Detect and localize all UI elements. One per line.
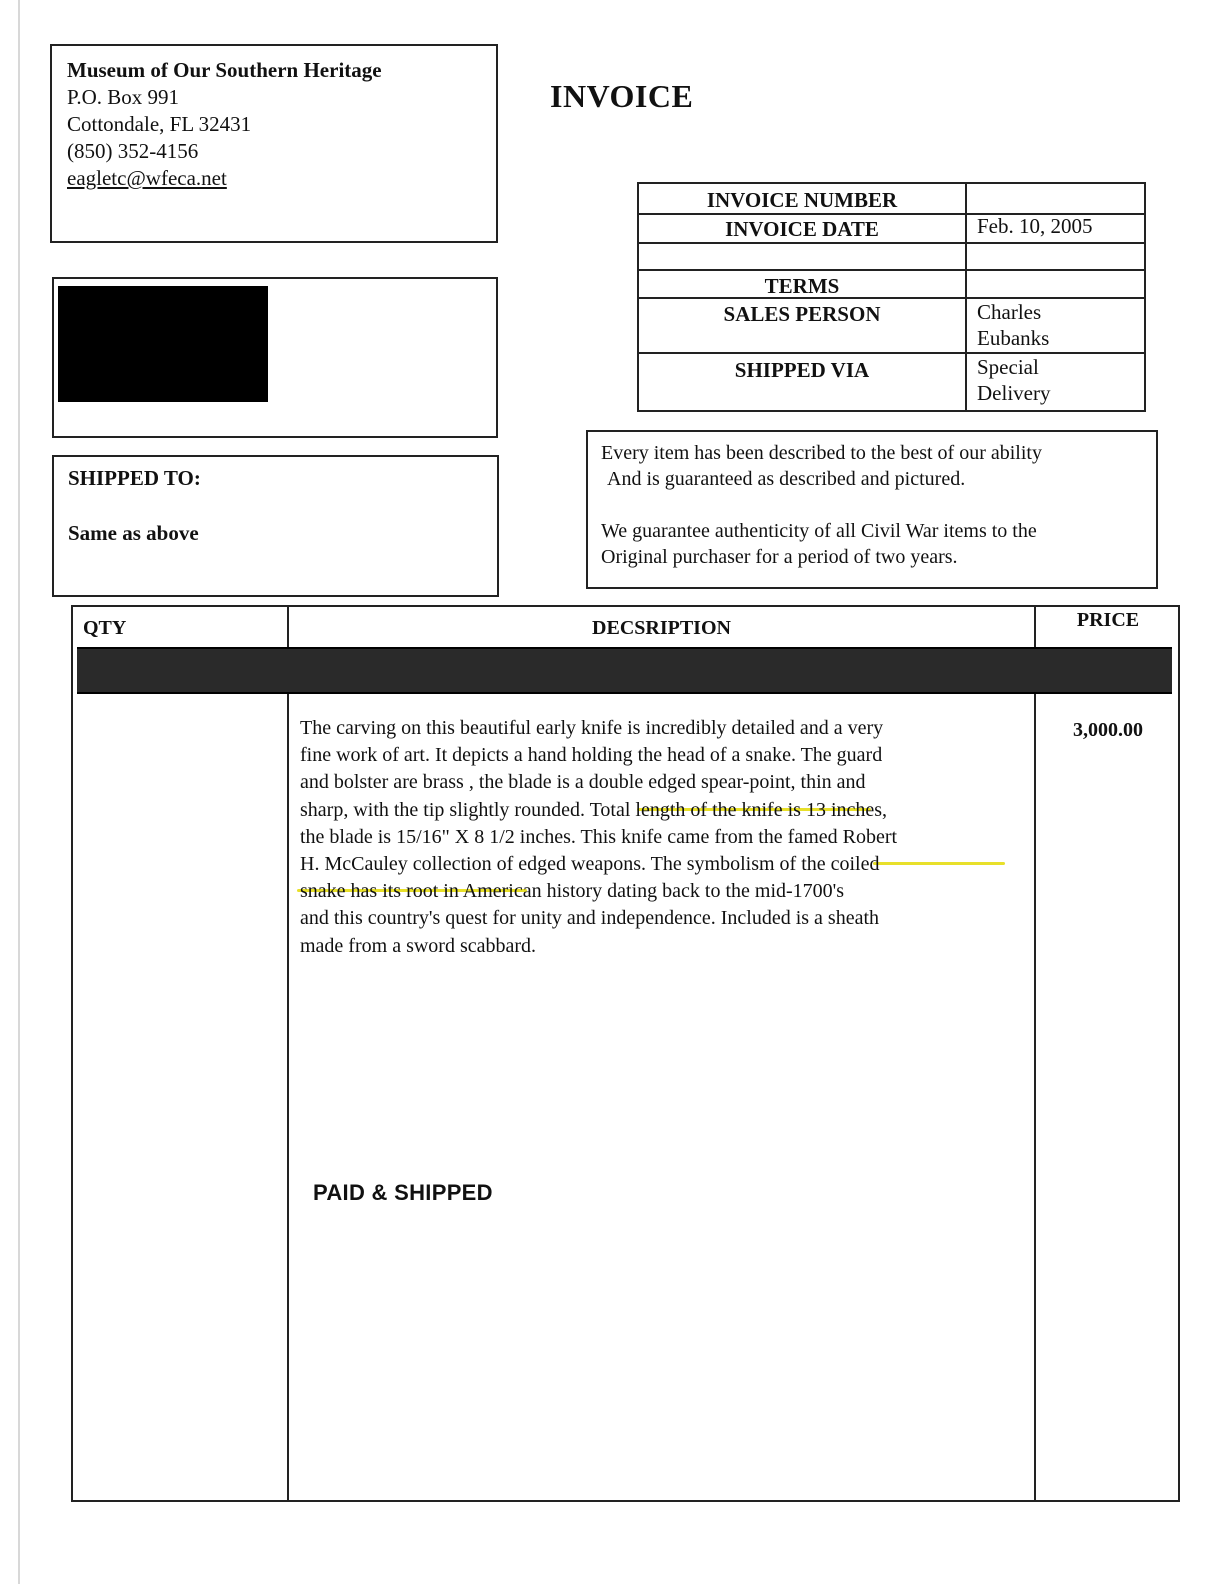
- description-line: The carving on this beautiful early knife is incredibly detailed and a very: [300, 717, 884, 739]
- guarantee-line-2: And is guaranteed as described and pictured.: [607, 468, 966, 490]
- shipped-to-value: Same as above: [68, 521, 199, 545]
- description-line: sharp, with the tip slightly rounded. Total length of the knife is 13 inches,: [300, 798, 888, 821]
- description-header: DECSRIPTION: [592, 617, 731, 639]
- description-line: H. McCauley collection of edged weapons. The symbolism of the coiled: [300, 853, 880, 876]
- sender-po-box: P.O. Box 991: [67, 85, 180, 109]
- shipped-via-label: SHIPPED VIA: [734, 358, 870, 382]
- sender-phone: (850) 352-4156: [67, 139, 199, 163]
- description-line: fine work of art. It depicts a hand holding the head of a snake. The guard: [300, 744, 883, 767]
- info-row-divider: [639, 269, 1144, 271]
- shipped-via-value-line2: Delivery: [977, 381, 1051, 405]
- sender-organization: Museum of Our Southern Heritage: [67, 58, 382, 82]
- sender-address-box: [50, 44, 498, 243]
- line-items-table: [71, 605, 1180, 1502]
- paid-shipped-stamp: PAID & SHIPPED: [313, 1180, 493, 1205]
- sales-person-value-line2: Eubanks: [977, 326, 1050, 350]
- invoice-number-label: INVOICE NUMBER: [706, 188, 898, 212]
- shipped-to-box: [52, 455, 499, 597]
- guarantee-box: [586, 430, 1158, 589]
- description-line: snake has its root in American history dating back to the mid-1700's: [300, 880, 845, 903]
- info-row-divider: [639, 242, 1144, 244]
- qty-column-divider: [287, 607, 289, 1500]
- description-line: the blade is 15/16" X 8 1/2 inches. This knife came from the famed Robert: [300, 825, 898, 848]
- qty-header: QTY: [83, 617, 127, 639]
- table-header-bar: [77, 647, 1172, 694]
- redaction-block: [58, 286, 268, 402]
- description-line: and this country's quest for unity and independence. Included is a sheath: [300, 907, 880, 930]
- sender-city-state-zip: Cottondale, FL 32431: [67, 112, 252, 136]
- price-header: PRICE: [1076, 609, 1140, 631]
- invoice-date-value: Feb. 10, 2005: [977, 214, 1093, 238]
- guarantee-line-3: We guarantee authenticity of all Civil War items to the: [601, 520, 1037, 542]
- description-line: and bolster are brass , the blade is a double edged spear-point, thin and: [300, 771, 866, 794]
- invoice-info-table: [637, 182, 1146, 412]
- invoice-title: INVOICE: [550, 78, 694, 114]
- info-row-divider: [639, 352, 1144, 354]
- item-description: [300, 715, 1020, 960]
- sender-email-link[interactable]: eagletc@wfeca.net: [67, 166, 227, 190]
- invoice-date-label: INVOICE DATE: [725, 217, 879, 241]
- shipped-via-value-line1: Special: [977, 355, 1039, 379]
- recipient-address-box: [52, 277, 498, 438]
- guarantee-line-4: Original purchaser for a period of two years.: [601, 546, 958, 568]
- item-price: 3,000.00: [1073, 719, 1143, 741]
- shipped-to-label: SHIPPED TO:: [68, 466, 201, 490]
- description-line: made from a sword scabbard.: [300, 934, 537, 957]
- guarantee-line-1: Every item has been described to the best of our ability: [601, 442, 1042, 464]
- page-margin-line: [18, 0, 20, 1584]
- sales-person-label: SALES PERSON: [723, 302, 881, 326]
- sales-person-value-line1: Charles: [977, 300, 1042, 324]
- terms-label: TERMS: [764, 274, 840, 298]
